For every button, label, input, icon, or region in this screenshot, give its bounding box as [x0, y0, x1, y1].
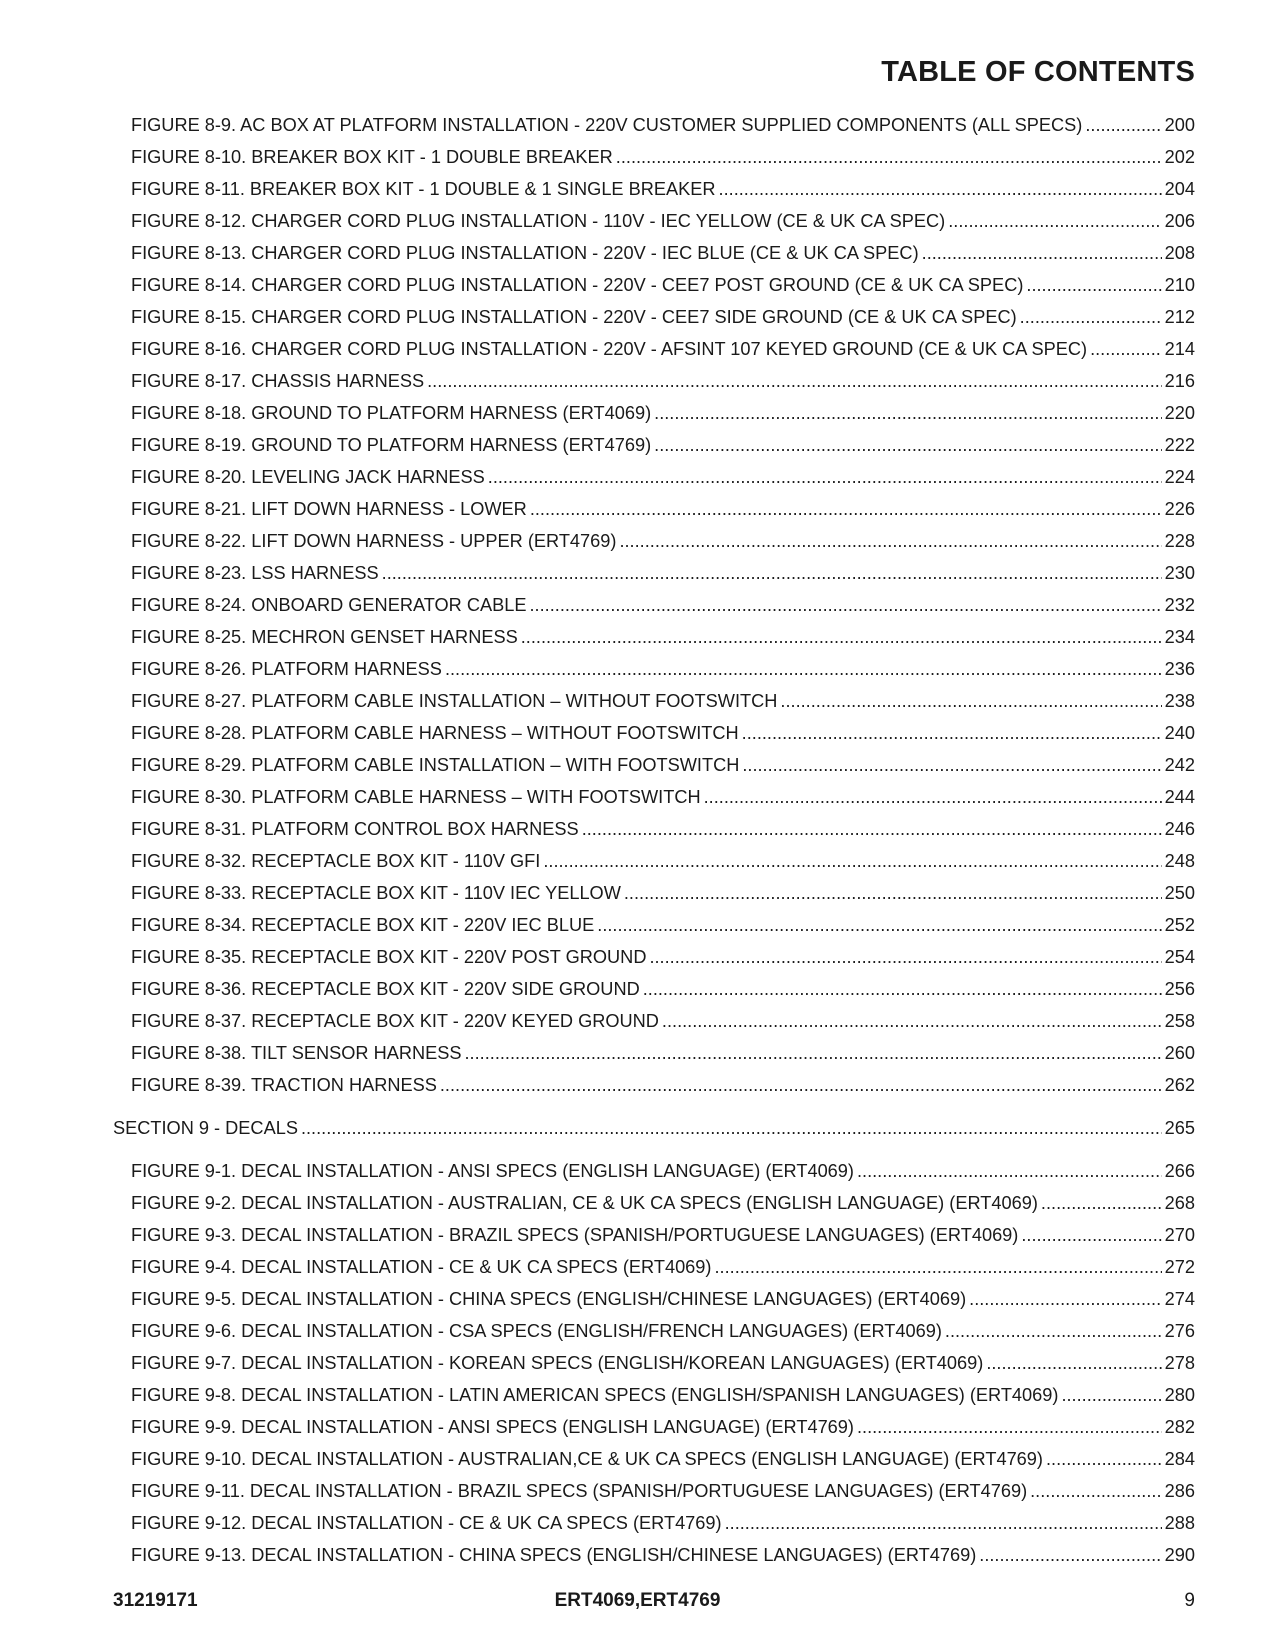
- toc-entry[interactable]: [0, 333, 1275, 365]
- toc-entry-label: FIGURE 8-18. GROUND TO PLATFORM HARNESS (ERT4069): [131, 403, 652, 423]
- toc-entry-page: 204: [1164, 179, 1195, 199]
- toc-entry-label: FIGURE 8-35. RECEPTACLE BOX KIT - 220V POST GROUND: [131, 947, 647, 967]
- toc-entry[interactable]: [0, 941, 1275, 973]
- toc-entry-label: FIGURE 8-32. RECEPTACLE BOX KIT - 110V GFI: [131, 851, 541, 871]
- dot-leader: [624, 877, 1162, 909]
- toc-entry-page: 248: [1164, 851, 1195, 871]
- dot-leader: [742, 749, 1161, 781]
- dot-leader: [969, 1283, 1162, 1315]
- toc-entry[interactable]: [0, 685, 1275, 717]
- toc-entry-page: 224: [1164, 467, 1195, 487]
- toc-entry[interactable]: [0, 1539, 1275, 1571]
- toc-entry-page: 265: [1164, 1118, 1195, 1138]
- toc-entry[interactable]: [0, 1005, 1275, 1037]
- toc-entry-label: FIGURE 8-22. LIFT DOWN HARNESS - UPPER (ERT4769): [131, 531, 617, 551]
- toc-entry-label: FIGURE 8-38. TILT SENSOR HARNESS: [131, 1043, 462, 1063]
- dot-leader: [1030, 1475, 1162, 1507]
- toc-entry[interactable]: [0, 301, 1275, 333]
- toc-entry[interactable]: [0, 589, 1275, 621]
- toc-entry[interactable]: [0, 1507, 1275, 1539]
- dot-leader: [922, 237, 1162, 269]
- toc-entry[interactable]: [0, 557, 1275, 589]
- toc-entry[interactable]: [0, 1219, 1275, 1251]
- toc-entry[interactable]: [0, 493, 1275, 525]
- toc-entry-page: 228: [1164, 531, 1195, 551]
- toc-entry-page: 266: [1164, 1161, 1195, 1181]
- toc-entry-label: FIGURE 9-4. DECAL INSTALLATION - CE & UK CA SPECS (ERT4069): [131, 1257, 712, 1277]
- toc-entry[interactable]: [0, 237, 1275, 269]
- toc-entry-label: FIGURE 9-10. DECAL INSTALLATION - AUSTRALIAN,CE & UK CA SPECS (ENGLISH LANGUAGE) (ERT4769): [131, 1449, 1043, 1469]
- toc-entry-page: 242: [1164, 755, 1195, 775]
- toc-entry-page: 290: [1164, 1545, 1195, 1565]
- toc-entry[interactable]: [0, 1037, 1275, 1069]
- toc-entry[interactable]: [0, 1251, 1275, 1283]
- toc-entry-label: FIGURE 8-34. RECEPTACLE BOX KIT - 220V IEC BLUE: [131, 915, 595, 935]
- dot-leader: [780, 685, 1161, 717]
- dot-leader: [521, 621, 1162, 653]
- toc-entry-page: 276: [1164, 1321, 1195, 1341]
- toc-entry-page: 212: [1164, 307, 1195, 327]
- toc-entry-label: FIGURE 9-8. DECAL INSTALLATION - LATIN AMERICAN SPECS (ENGLISH/SPANISH LANGUAGES) (ERT4069): [131, 1385, 1059, 1405]
- dot-leader: [857, 1411, 1162, 1443]
- toc-entry-page: 240: [1164, 723, 1195, 743]
- figure-list-section-9: [0, 1155, 1275, 1571]
- toc-entry[interactable]: [0, 173, 1275, 205]
- toc-entry[interactable]: [0, 205, 1275, 237]
- toc-entry-label: FIGURE 9-11. DECAL INSTALLATION - BRAZIL SPECS (SPANISH/PORTUGUESE LANGUAGES) (ERT4769): [131, 1481, 1028, 1501]
- toc-entry-label: FIGURE 8-29. PLATFORM CABLE INSTALLATION – WITH FOOTSWITCH: [131, 755, 740, 775]
- dot-leader: [704, 781, 1162, 813]
- toc-entry-section-9[interactable]: [0, 1112, 1275, 1144]
- dot-leader: [654, 429, 1162, 461]
- toc-entry[interactable]: [0, 1347, 1275, 1379]
- toc-entry[interactable]: [0, 109, 1275, 141]
- dot-leader: [1085, 109, 1161, 141]
- toc-entry-page: 280: [1164, 1385, 1195, 1405]
- toc-entry[interactable]: [0, 1069, 1275, 1101]
- toc-entry-label: FIGURE 8-36. RECEPTACLE BOX KIT - 220V SIDE GROUND: [131, 979, 640, 999]
- toc-entry[interactable]: [0, 461, 1275, 493]
- dot-leader: [543, 845, 1161, 877]
- dot-leader: [465, 1037, 1162, 1069]
- dot-leader: [948, 205, 1161, 237]
- toc-entry-page: 238: [1164, 691, 1195, 711]
- toc-entry[interactable]: [0, 973, 1275, 1005]
- toc-entry-label: FIGURE 8-39. TRACTION HARNESS: [131, 1075, 437, 1095]
- toc-entry[interactable]: [0, 525, 1275, 557]
- toc-entry[interactable]: [0, 621, 1275, 653]
- dot-leader: [979, 1539, 1161, 1571]
- toc-entry-label: FIGURE 9-1. DECAL INSTALLATION - ANSI SPECS (ENGLISH LANGUAGE) (ERT4069): [131, 1161, 854, 1181]
- toc-entry[interactable]: [0, 1475, 1275, 1507]
- toc-entry[interactable]: [0, 781, 1275, 813]
- dot-leader: [445, 653, 1162, 685]
- toc-entry-label: FIGURE 8-12. CHARGER CORD PLUG INSTALLATION - 110V - IEC YELLOW (CE & UK CA SPEC): [131, 211, 946, 231]
- dot-leader: [597, 909, 1161, 941]
- dot-leader: [643, 973, 1162, 1005]
- toc-entry[interactable]: [0, 877, 1275, 909]
- toc-entry-page: 260: [1164, 1043, 1195, 1063]
- toc-entry-label: FIGURE 8-13. CHARGER CORD PLUG INSTALLATION - 220V - IEC BLUE (CE & UK CA SPEC): [131, 243, 919, 263]
- toc-entry-label: FIGURE 8-11. BREAKER BOX KIT - 1 DOUBLE & 1 SINGLE BREAKER: [131, 179, 716, 199]
- toc-entry-page: 206: [1164, 211, 1195, 231]
- toc-entry-label: FIGURE 8-19. GROUND TO PLATFORM HARNESS (ERT4769): [131, 435, 652, 455]
- toc-entry[interactable]: [0, 1315, 1275, 1347]
- toc-entry-label: FIGURE 9-6. DECAL INSTALLATION - CSA SPECS (ENGLISH/FRENCH LANGUAGES) (ERT4069): [131, 1321, 942, 1341]
- toc-entry-page: 268: [1164, 1193, 1195, 1213]
- table-of-contents: [0, 109, 1275, 1571]
- toc-entry-page: 200: [1164, 115, 1195, 135]
- toc-entry-label: FIGURE 9-13. DECAL INSTALLATION - CHINA SPECS (ENGLISH/CHINESE LANGUAGES) (ERT4769): [131, 1545, 977, 1565]
- toc-entry-page: 288: [1164, 1513, 1195, 1533]
- toc-entry[interactable]: [0, 1155, 1275, 1187]
- dot-leader: [1041, 1187, 1162, 1219]
- toc-entry-label: SECTION 9 - DECALS: [113, 1118, 298, 1138]
- dot-leader: [662, 1005, 1162, 1037]
- dot-leader: [857, 1155, 1162, 1187]
- toc-entry-page: 234: [1164, 627, 1195, 647]
- toc-entry-page: 202: [1164, 147, 1195, 167]
- toc-entry[interactable]: [0, 1411, 1275, 1443]
- toc-entry-page: 220: [1164, 403, 1195, 423]
- dot-leader: [1061, 1379, 1161, 1411]
- toc-entry-label: FIGURE 8-10. BREAKER BOX KIT - 1 DOUBLE BREAKER: [131, 147, 613, 167]
- dot-leader: [654, 397, 1162, 429]
- toc-entry-label: FIGURE 9-5. DECAL INSTALLATION - CHINA SPECS (ENGLISH/CHINESE LANGUAGES) (ERT4069): [131, 1289, 967, 1309]
- toc-entry-page: 222: [1164, 435, 1195, 455]
- toc-entry-page: 274: [1164, 1289, 1195, 1309]
- toc-entry-label: FIGURE 8-25. MECHRON GENSET HARNESS: [131, 627, 518, 647]
- toc-entry[interactable]: [0, 1379, 1275, 1411]
- page-footer: [0, 1590, 1275, 1620]
- toc-entry-label: FIGURE 8-20. LEVELING JACK HARNESS: [131, 467, 485, 487]
- toc-entry-page: 214: [1164, 339, 1195, 359]
- model-numbers: ERT4069,ERT4769: [554, 1590, 721, 1611]
- toc-entry[interactable]: [0, 653, 1275, 685]
- toc-entry[interactable]: [0, 141, 1275, 173]
- toc-entry[interactable]: [0, 1283, 1275, 1315]
- dot-leader: [619, 525, 1161, 557]
- toc-entry-label: FIGURE 9-3. DECAL INSTALLATION - BRAZIL SPECS (SPANISH/PORTUGUESE LANGUAGES) (ERT4069): [131, 1225, 1019, 1245]
- toc-entry[interactable]: [0, 845, 1275, 877]
- toc-entry-label: FIGURE 8-9. AC BOX AT PLATFORM INSTALLATION - 220V CUSTOMER SUPPLIED COMPONENTS (ALL SPECS): [131, 115, 1083, 135]
- document-number: 31219171: [113, 1590, 198, 1611]
- dot-leader: [1090, 333, 1162, 365]
- toc-entry-page: 230: [1164, 563, 1195, 583]
- toc-entry-label: FIGURE 8-21. LIFT DOWN HARNESS - LOWER: [131, 499, 527, 519]
- dot-leader: [582, 813, 1162, 845]
- dot-leader: [301, 1112, 1162, 1144]
- dot-leader: [1021, 1219, 1161, 1251]
- toc-entry-page: 270: [1164, 1225, 1195, 1245]
- page-title: TABLE OF CONTENTS: [881, 56, 1195, 88]
- dot-leader: [725, 1507, 1162, 1539]
- toc-entry-label: FIGURE 8-31. PLATFORM CONTROL BOX HARNESS: [131, 819, 579, 839]
- toc-entry[interactable]: [0, 365, 1275, 397]
- dot-leader: [1046, 1443, 1162, 1475]
- toc-entry-label: FIGURE 8-16. CHARGER CORD PLUG INSTALLATION - 220V - AFSINT 107 KEYED GROUND (CE & UK CA SPEC): [131, 339, 1088, 359]
- toc-entry[interactable]: [0, 1443, 1275, 1475]
- toc-entry-page: 216: [1164, 371, 1195, 391]
- dot-leader: [742, 717, 1162, 749]
- toc-entry-page: 262: [1164, 1075, 1195, 1095]
- toc-entry-label: FIGURE 9-7. DECAL INSTALLATION - KOREAN SPECS (ENGLISH/KOREAN LANGUAGES) (ERT4069): [131, 1353, 984, 1373]
- toc-entry-label: FIGURE 8-37. RECEPTACLE BOX KIT - 220V KEYED GROUND: [131, 1011, 659, 1031]
- toc-entry[interactable]: [0, 1187, 1275, 1219]
- toc-entry-page: 272: [1164, 1257, 1195, 1277]
- toc-entry-label: FIGURE 9-9. DECAL INSTALLATION - ANSI SPECS (ENGLISH LANGUAGE) (ERT4769): [131, 1417, 854, 1437]
- dot-leader: [1026, 269, 1161, 301]
- figure-list-section-8: [0, 109, 1275, 1101]
- dot-leader: [488, 461, 1162, 493]
- toc-entry[interactable]: [0, 269, 1275, 301]
- toc-entry-page: 278: [1164, 1353, 1195, 1373]
- toc-entry[interactable]: [0, 429, 1275, 461]
- toc-entry-page: 284: [1164, 1449, 1195, 1469]
- toc-entry[interactable]: [0, 397, 1275, 429]
- toc-entry-page: 250: [1164, 883, 1195, 903]
- toc-entry-label: FIGURE 8-15. CHARGER CORD PLUG INSTALLATION - 220V - CEE7 SIDE GROUND (CE & UK CA SPEC): [131, 307, 1017, 327]
- dot-leader: [530, 493, 1162, 525]
- dot-leader: [440, 1069, 1162, 1101]
- toc-entry-page: 226: [1164, 499, 1195, 519]
- toc-entry-label: FIGURE 8-17. CHASSIS HARNESS: [131, 371, 425, 391]
- toc-entry-label: FIGURE 8-30. PLATFORM CABLE HARNESS – WITH FOOTSWITCH: [131, 787, 701, 807]
- dot-leader: [649, 941, 1161, 973]
- toc-entry-label: FIGURE 8-24. ONBOARD GENERATOR CABLE: [131, 595, 527, 615]
- toc-entry-page: 282: [1164, 1417, 1195, 1437]
- toc-entry-page: 244: [1164, 787, 1195, 807]
- toc-entry-label: FIGURE 8-14. CHARGER CORD PLUG INSTALLATION - 220V - CEE7 POST GROUND (CE & UK CA SPEC): [131, 275, 1024, 295]
- toc-entry-page: 210: [1164, 275, 1195, 295]
- toc-entry[interactable]: [0, 813, 1275, 845]
- toc-entry-label: FIGURE 8-33. RECEPTACLE BOX KIT - 110V IEC YELLOW: [131, 883, 621, 903]
- dot-leader: [530, 589, 1162, 621]
- toc-entry-label: FIGURE 8-26. PLATFORM HARNESS: [131, 659, 442, 679]
- toc-entry-page: 232: [1164, 595, 1195, 615]
- dot-leader: [1020, 301, 1162, 333]
- dot-leader: [719, 173, 1162, 205]
- toc-entry-page: 246: [1164, 819, 1195, 839]
- toc-entry-label: FIGURE 9-12. DECAL INSTALLATION - CE & UK CA SPECS (ERT4769): [131, 1513, 722, 1533]
- toc-entry[interactable]: [0, 717, 1275, 749]
- toc-entry-page: 254: [1164, 947, 1195, 967]
- toc-entry-label: FIGURE 9-2. DECAL INSTALLATION - AUSTRALIAN, CE & UK CA SPECS (ENGLISH LANGUAGE) (ERT4069): [131, 1193, 1038, 1213]
- toc-entry[interactable]: [0, 909, 1275, 941]
- toc-entry-label: FIGURE 8-27. PLATFORM CABLE INSTALLATION – WITHOUT FOOTSWITCH: [131, 691, 778, 711]
- dot-leader: [616, 141, 1162, 173]
- toc-entry-page: 286: [1164, 1481, 1195, 1501]
- toc-entry-page: 258: [1164, 1011, 1195, 1031]
- page-number: 9: [1184, 1590, 1195, 1611]
- toc-entry-page: 208: [1164, 243, 1195, 263]
- dot-leader: [382, 557, 1162, 589]
- toc-entry-page: 256: [1164, 979, 1195, 999]
- dot-leader: [427, 365, 1162, 397]
- toc-entry-label: FIGURE 8-23. LSS HARNESS: [131, 563, 379, 583]
- toc-entry-page: 252: [1164, 915, 1195, 935]
- dot-leader: [986, 1347, 1161, 1379]
- toc-entry-page: 236: [1164, 659, 1195, 679]
- dot-leader: [714, 1251, 1161, 1283]
- toc-entry-label: FIGURE 8-28. PLATFORM CABLE HARNESS – WITHOUT FOOTSWITCH: [131, 723, 739, 743]
- toc-entry[interactable]: [0, 749, 1275, 781]
- dot-leader: [945, 1315, 1162, 1347]
